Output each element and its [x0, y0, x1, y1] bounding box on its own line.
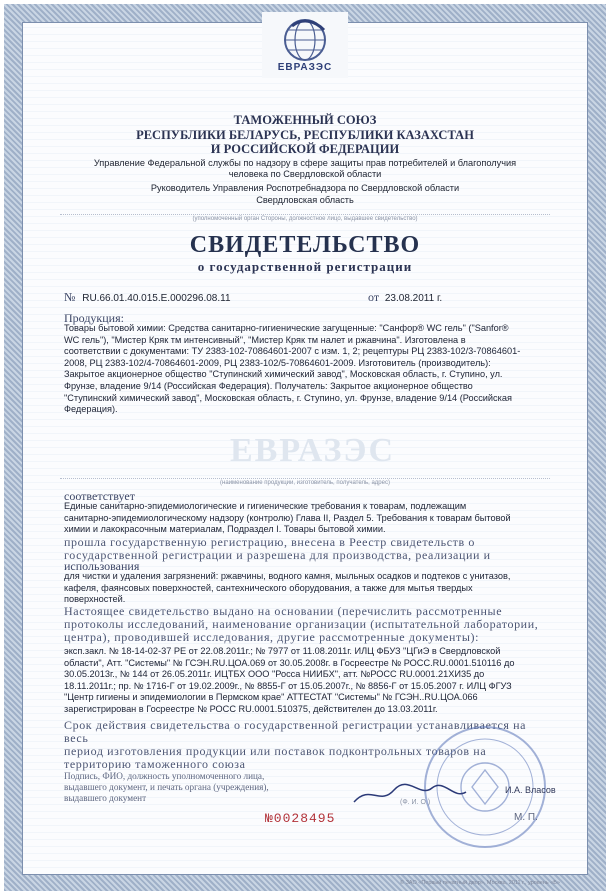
certificate-date-row: [368, 290, 442, 305]
text-line: центра), проводившей исследования, другие рассмотренные документы):: [64, 630, 480, 644]
text-line: территорию таможенного союза: [64, 757, 246, 771]
text-line: прошла государственную регистрацию, внесена в Реестр свидетельств о: [64, 535, 475, 549]
text-line: выдавшего документ: [64, 793, 147, 803]
certificate-number: RU.66.01.40.015.Е.000296.08.11: [82, 293, 231, 304]
text-line: Настоящее свидетельство выдано на основании (перечислить рассмотренные: [64, 604, 503, 618]
text-line: Федерация).: [64, 404, 118, 415]
authority-caption: (уполномоченный орган Стороны, должностное лицо, выдавшее свидетельство): [60, 214, 550, 222]
text-line: Срок действия свидетельства о государственной регистрации устанавливается на весь: [64, 718, 527, 745]
product-label: Продукция:: [64, 311, 124, 325]
text-line: период изготовления продукции или поставок подконтрольных товаров на: [64, 744, 487, 758]
eurasec-emblem: [262, 12, 348, 78]
text-line: государственной регистрации и разрешена для производства, реализации и: [64, 548, 491, 562]
printer-imprint: © ЗАО «Первый печатный двор», Москва, 2011 г., уровень «Б»: [400, 880, 560, 886]
text-line: области", Атт. "Системы" № ГСЭН.RU.ЦОА.069 от 30.05.2008г. в Госреестре № РОСС.RU.0001.510116 до: [64, 657, 515, 668]
head-line-2: Свердловская область: [256, 195, 354, 205]
authority-line-2: человека по Свердловской области: [228, 169, 382, 179]
russia-line: И РОССИЙСКОЙ ФЕДЕРАЦИИ: [210, 142, 400, 156]
basis-label: [64, 605, 554, 644]
republics-line: РЕСПУБЛИКИ БЕЛАРУСЬ, РЕСПУБЛИКИ КАЗАХСТАН: [136, 128, 474, 142]
basis-documents: [64, 646, 546, 716]
text-line: 18.11.2011г.; пр. № 1716-Г от 19.02.2009г., № 8855-Г от 15.05.2007г., № 8856-Г от 15.05.2007 г. ИЛЦ ФГУЗ: [64, 680, 512, 691]
text-line: Фрунзе, владение 9/14 (Российская Федерация). Получатель: Закрытое акционерное общество: [64, 380, 473, 391]
text-line: зарегистрирован в Госреестре № РОСС RU.0001.510375, действителен до 13.03.2011г.: [64, 703, 438, 714]
text-line: Товары бытовой химии: Средства санитарно-гигиенические загущенные: "Санфор® WC гель" ("Sanfor®: [64, 323, 509, 333]
signer-name: И.А. Власов: [505, 785, 556, 795]
text-line: санитарно-эпидемиологическому надзору (контролю) Глава II, Раздел 5. Требования к товарам бытовой: [64, 512, 511, 523]
text-line: для чистки и удаления загрязнений: ржавчины, водного камня, мыльных осадков и подтеков с унитазов,: [64, 571, 511, 581]
text-line: протоколы исследований, наименование организации (испытательной лаборатории,: [64, 617, 539, 631]
document-subtitle: о государственной регистрации: [197, 259, 413, 274]
eurasec-watermark: ЕВРАЗЭС: [230, 432, 396, 469]
product-description: [64, 323, 544, 416]
union-title: ТАМОЖЕННЫЙ СОЮЗ: [233, 113, 377, 127]
usage-text: [64, 571, 544, 606]
product-caption: (наименование продукции, изготовитель, получатель, адрес): [60, 478, 550, 486]
text-line: соответствии с документами: ТУ 2383-102-70864601-2007 с изм. 1, 2; рецептуры РЦ 2383-102/3-70864601-: [64, 346, 521, 357]
text-line: Единые санитарно-эпидемиологические и гигиенические требования к товарам, подлежащим: [64, 501, 467, 511]
text-line: химии и лакокрасочным материалам, Подраздел I. Товары бытовой химии.: [64, 524, 386, 535]
globe-emblem-icon: [262, 12, 348, 62]
text-line: "Ступинский химический завод", Московская область, г. Ступино, ул. Фрунзе, владение 9/14 (Российская: [64, 392, 512, 403]
text-line: WC гель"), "Мистер Кряк тм интенсивный", "Мистер Кряк тм налет и ржавчина". Изготовлена в: [64, 334, 466, 345]
date-prefix: от: [368, 290, 380, 304]
text-line: 30.05.2013г., № 144 от 26.05.2011г. ИЦТБХ ООО "Росса НИИБХ", атт. №РОСС RU.0001.21ХИ35 до: [64, 669, 485, 680]
text-line: эксп.закл. № 18-14-02-37 РЕ от 22.08.2011г.; № 7977 от 11.08.2011г. ИЛЦ ФБУЗ "ЦГиЭ в Свердловской: [64, 646, 501, 656]
conformity-text: [64, 501, 544, 536]
emblem-caption: ЕВРАЗЭС: [277, 62, 333, 73]
text-line: 2008, РЦ 2383-102/4-70864601-2009, РЦ 2383-102/5-70864601-2009. Изготовитель (производитель):: [64, 357, 491, 368]
head-line-1: Руководитель Управления Роспотребнадзора по Свердловской области: [150, 183, 460, 193]
text-line: Подпись, ФИО, должность уполномоченного лица,: [64, 771, 265, 781]
text-line: "Центр гигиены и эпидемиологии в Пермском крае" АТТЕСТАТ "Системы" № ГСЭН..RU.ЦОА.066: [64, 692, 478, 703]
blank-number: №0028495: [265, 811, 336, 826]
certificate-date: 23.08.2011 г.: [384, 293, 443, 304]
signer-name-caption: (Ф. И. О.): [400, 799, 431, 806]
document-title: СВИДЕТЕЛЬСТВО: [189, 232, 421, 258]
certificate-number-row: [64, 290, 231, 305]
conformity-label: соответствует: [64, 489, 135, 503]
text-line: поверхностей.: [64, 594, 126, 605]
signature-caption: [64, 771, 344, 804]
number-prefix: №: [64, 290, 76, 304]
authority-line-1: Управление Федеральной службы по надзору в сфере защиты прав потребителей и благополучия: [93, 158, 517, 168]
text-line: выдавшего документ, и печать органа (учреждения),: [64, 782, 269, 792]
seal-mark: М. П.: [514, 812, 538, 823]
usage-label: использования: [64, 559, 140, 573]
text-line: Закрытое акционерное общество "Ступинский химический завод", Московская область, г. Ступино, ул.: [64, 369, 503, 380]
text-line: кафеля, фаянсовых поверхностей, сантехнического оборудования, а также для мытья твердых: [64, 582, 473, 593]
